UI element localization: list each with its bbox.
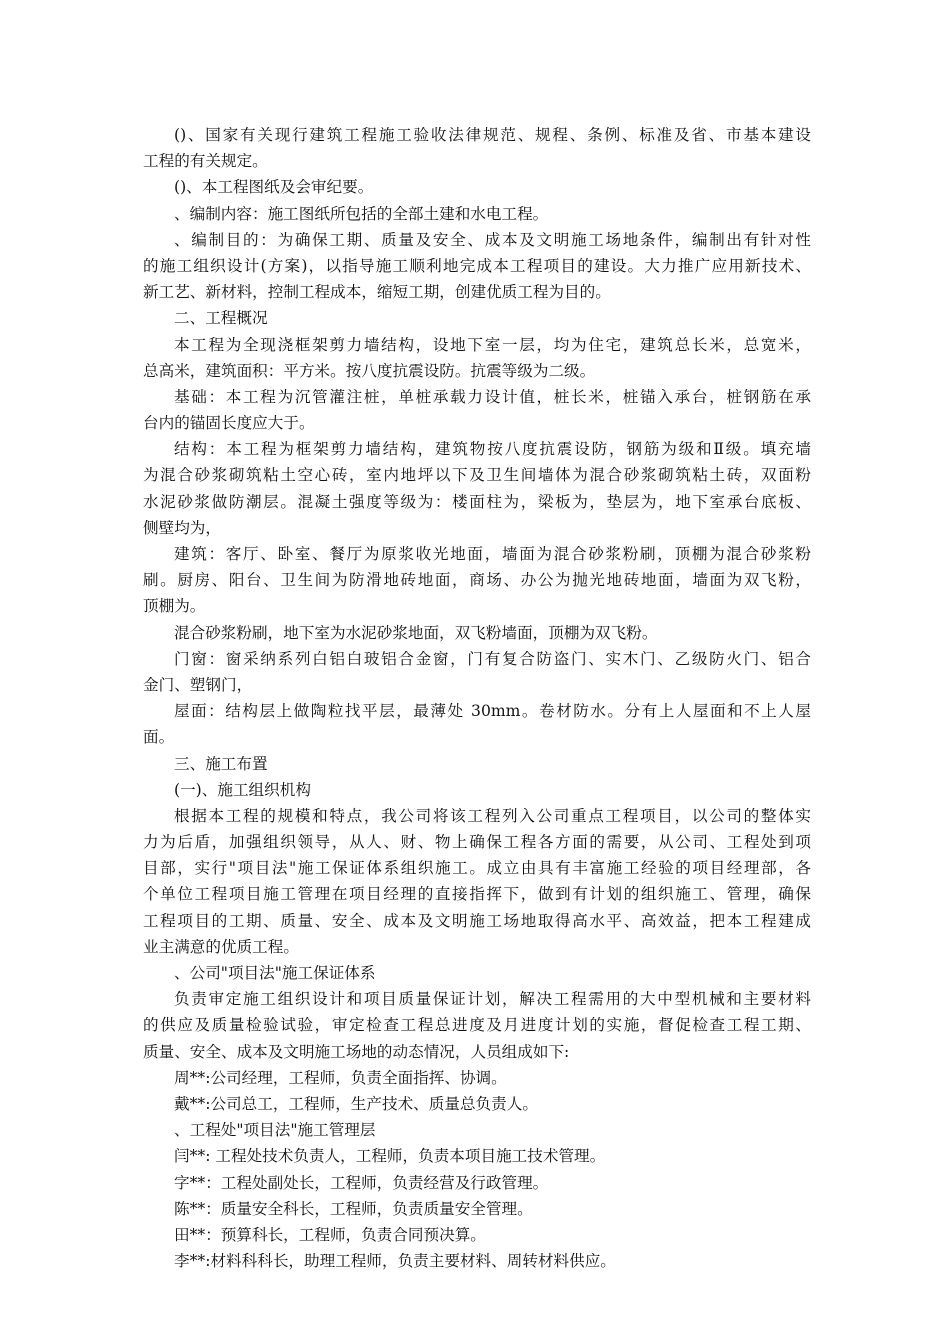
text-line: 顶棚为。 [143,597,206,616]
text-line: 田**：预算科长，工程师，负责合同预决算。 [174,1225,486,1244]
text-line: 字**：工程处副处长，工程师，负责经营及行政管理。 [174,1173,549,1192]
text-line: 二、工程概况 [174,309,268,328]
text-line: 工程项目的工期、质量、安全、成本及文明施工场地取得高水平、高效益，把本工程建成 [143,911,811,930]
text-line: 混合砂浆粉刷，地下室为水泥砂浆地面，双飞粉墙面，顶棚为双飞粉。 [174,623,658,642]
text-line: 屋面：结构层上做陶粒找平层，最薄处 30mm。卷材防水。分有上人屋面和不上人屋 [174,702,811,721]
text-line: 质量、安全、成本及文明施工场地的动态情况，人员组成如下: [143,1042,570,1061]
document-body [143,122,811,1274]
text-line: 工程的有关规定。 [143,152,268,171]
text-line: 周**:公司经理，工程师，负责全面指挥、协调。 [174,1068,507,1087]
text-line: 个单位工程项目施工管理在项目经理的直接指挥下，做到有计划的组织施工、管理，确保 [143,885,811,904]
text-line: 台内的锚固长度应大于。 [143,414,315,433]
text-line: 戴**:公司总工，工程师，生产技术、质量总负责人。 [174,1094,538,1113]
text-line: 目部，实行"项目法"施工保证体系组织施工。成立由具有丰富施工经验的项目经理部，各 [143,859,811,878]
text-line: 的施工组织设计(方案)，以指导施工顺利地完成本工程项目的建设。大力推广应用新技术、 [143,256,811,275]
text-line: 门窗：窗采纳系列白铝白玻铝合金窗，门有复合防盗门、实木门、乙级防火门、铝合 [174,649,811,668]
text-line: 刷。厨房、阳台、卫生间为防滑地砖地面，商场、办公为抛光地砖地面，墙面为双飞粉， [143,571,811,590]
text-line: 、编制内容：施工图纸所包括的全部土建和水电工程。 [174,204,549,223]
text-line: 为混合砂浆砌筑粘土空心砖，室内地坪以下及卫生间墙体为混合砂浆砌筑粘土砖，双面粉 [143,466,811,485]
text-line: 、编制目的：为确保工期、质量及安全、成本及文明施工场地条件，编制出有针对性 [174,230,811,249]
text-line: 根据本工程的规模和特点，我公司将该工程列入公司重点工程项目，以公司的整体实 [174,806,811,825]
text-line: 建筑：客厅、卧室、餐厅为原浆收光地面，墙面为混合砂浆粉刷，顶棚为混合砂浆粉 [174,545,811,563]
text-line: 闫**: 工程处技术负责人，工程师，负责本项目施工技术管理。 [174,1147,606,1166]
text-line: ()、国家有关现行建筑工程施工验收法律规范、规程、条例、标准及省、市基本建设 [174,126,811,144]
text-line: 新工艺、新材料，控制工程成本，缩短工期，创建优质工程为目的。 [143,283,611,302]
text-line: 本工程为全现浇框架剪力墙结构，设地下室一层，均为住宅，建筑总长米，总宽米， [174,335,811,354]
text-line: 负责审定施工组织设计和项目质量保证计划，解决工程需用的大中型机械和主要材料 [174,990,811,1009]
text-line: ()、本工程图纸及会审纪要。 [174,178,374,197]
text-line: 水泥砂浆做防潮层。混凝土强度等级为：楼面柱为，梁板为，垫层为，地下室承台底板、 [143,492,811,511]
text-line: 侧壁均为， [143,518,221,537]
text-line: 、工程处"项目法"施工管理层 [174,1121,376,1140]
text-line: 三、施工布置 [174,754,268,773]
text-line: 李**:材料科科长，助理工程师，负责主要材料、周转材料供应。 [174,1252,616,1271]
text-line: 的供应及质量检验试验，审定检查工程总进度及月进度计划的实施，督促检查工程工期、 [143,1016,811,1035]
text-line: 基础：本工程为沉管灌注桩，单桩承载力设计值，桩长米，桩锚入承台，桩钢筋在承 [174,387,811,406]
text-line: 金门、塑钢门， [143,675,253,694]
text-line: (一)、施工组织机构 [174,780,311,799]
text-line: 面。 [143,728,175,747]
text-line: 陈**：质量安全科长，工程师，负责质量安全管理。 [174,1199,533,1218]
text-line: 、公司"项目法"施工保证体系 [174,964,376,982]
text-line: 业主满意的优质工程。 [143,937,299,956]
text-line: 结构：本工程为框架剪力墙结构，建筑物按八度抗震设防，钢筋为级和Ⅱ级。填充墙 [174,440,811,459]
text-line: 总高米，建筑面积：平方米。按八度抗震设防。抗震等级为二级。 [143,361,596,380]
text-line: 力为后盾，加强组织领导，从人、财、物上确保工程各方面的需要，从公司、工程处到项 [143,833,811,852]
